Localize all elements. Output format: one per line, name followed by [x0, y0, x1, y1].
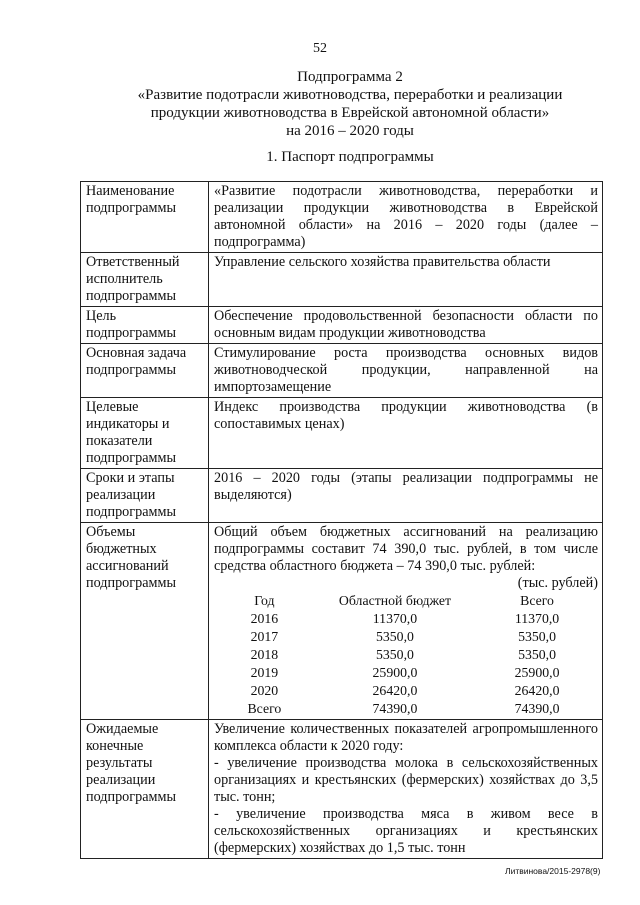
funding-table: [214, 592, 598, 718]
budget-cell: 11370,0: [372, 611, 418, 626]
total-cell: 5350,0: [518, 629, 557, 644]
passport-table: [80, 181, 603, 859]
row-label: Наименование подпрограммы: [81, 182, 209, 253]
heading-line-4: на 2016 – 2020 годы: [286, 123, 414, 139]
results-value: [209, 720, 603, 859]
row-label: Целевые индикаторы и показатели подпрограммы: [81, 398, 209, 469]
row-label: Ответственный исполнитель подпрограммы: [81, 253, 209, 307]
column-header-regional-budget: Областной бюджет: [338, 593, 451, 608]
heading-line-3: продукции животноводства в Еврейской автономной области»: [150, 105, 550, 121]
funding-value: [209, 523, 603, 720]
table-row-results: [81, 720, 603, 859]
row-value: Индекс производства продукции животноводства (в сопоставимых ценах): [209, 398, 603, 469]
footer-code: Литвинова/2015-2978(9): [505, 866, 601, 876]
funding-units: (тыс. рублей): [517, 575, 598, 591]
table-row: [81, 253, 603, 307]
subprogram-heading: [60, 68, 640, 140]
funding-text: Общий объем бюджетных ассигнований на реализацию подпрограммы составит 74 390,0 тыс. рублей, в том числе средства областного бюджета – 74 390,0 тыс. рублей:: [214, 524, 598, 574]
funding-table-row: [214, 628, 598, 646]
results-intro: Увеличение количественных показателей агропромышленного комплекса области к 2020 году:: [214, 721, 598, 754]
year-cell: 2018: [250, 647, 279, 662]
funding-table-row-total: [214, 700, 598, 718]
row-label: Основная задача подпрограммы: [81, 344, 209, 398]
table-row: [81, 344, 603, 398]
funding-label: Объемы бюджетных ассигнований подпрограммы: [81, 523, 209, 720]
total-cell: 11370,0: [514, 611, 560, 626]
section-title: 1. Паспорт подпрограммы: [266, 149, 434, 165]
page-number: 52: [313, 41, 327, 56]
table-row: [81, 182, 603, 253]
year-cell: 2017: [250, 629, 279, 644]
row-value: Управление сельского хозяйства правительства области: [209, 253, 603, 307]
year-cell: 2020: [250, 683, 279, 698]
total-cell: 74390,0: [514, 701, 560, 716]
row-label: Сроки и этапы реализации подпрограммы: [81, 469, 209, 523]
table-row: [81, 307, 603, 344]
table-row-funding: [81, 523, 603, 720]
table-row: [81, 469, 603, 523]
year-cell: 2016: [250, 611, 279, 626]
budget-cell: 74390,0: [372, 701, 418, 716]
results-label: Ожидаемые конечные результаты реализации подпрограммы: [81, 720, 209, 859]
row-value: 2016 – 2020 годы (этапы реализации подпрограммы не выделяются): [209, 469, 603, 523]
funding-table-header: [214, 592, 598, 610]
budget-cell: 26420,0: [372, 683, 418, 698]
row-value: «Развитие подотрасли животноводства, переработки и реализации продукции животноводства в Еврейской автономной области» на 2016 – 2020 годы (далее – подпрограмма): [209, 182, 603, 253]
funding-table-row: [214, 610, 598, 628]
funding-table-row: [214, 646, 598, 664]
row-value: Стимулирование роста производства основных видов животноводческой продукции, направленной на импортозамещение: [209, 344, 603, 398]
funding-table-row: [214, 664, 598, 682]
column-header-total: Всего: [520, 593, 554, 608]
budget-cell: 5350,0: [375, 647, 414, 662]
heading-line-1: Подпрограмма 2: [297, 69, 403, 85]
year-cell: 2019: [250, 665, 279, 680]
results-item-milk: - увеличение производства молока в сельскохозяйственных организациях и крестьянских (фермерских) хозяйствах до 3,5 тыс. тонн;: [214, 755, 598, 805]
results-item-meat: - увеличение производства мяса в живом весе в сельскохозяйственных организациях и крестьянских (фермерских) хозяйствах до 1,5 тыс. тонн: [214, 806, 598, 856]
table-row: [81, 398, 603, 469]
row-value: Обеспечение продовольственной безопасности области по основным видам продукции животноводства: [209, 307, 603, 344]
row-label: Цель подпрограммы: [81, 307, 209, 344]
year-cell: Всего: [247, 701, 282, 716]
funding-table-row: [214, 682, 598, 700]
heading-line-2: «Развитие подотрасли животноводства, переработки и реализации: [137, 87, 563, 103]
budget-cell: 5350,0: [375, 629, 414, 644]
budget-cell: 25900,0: [372, 665, 418, 680]
total-cell: 26420,0: [514, 683, 560, 698]
total-cell: 5350,0: [518, 647, 557, 662]
total-cell: 25900,0: [514, 665, 560, 680]
column-header-year: Год: [254, 593, 275, 608]
